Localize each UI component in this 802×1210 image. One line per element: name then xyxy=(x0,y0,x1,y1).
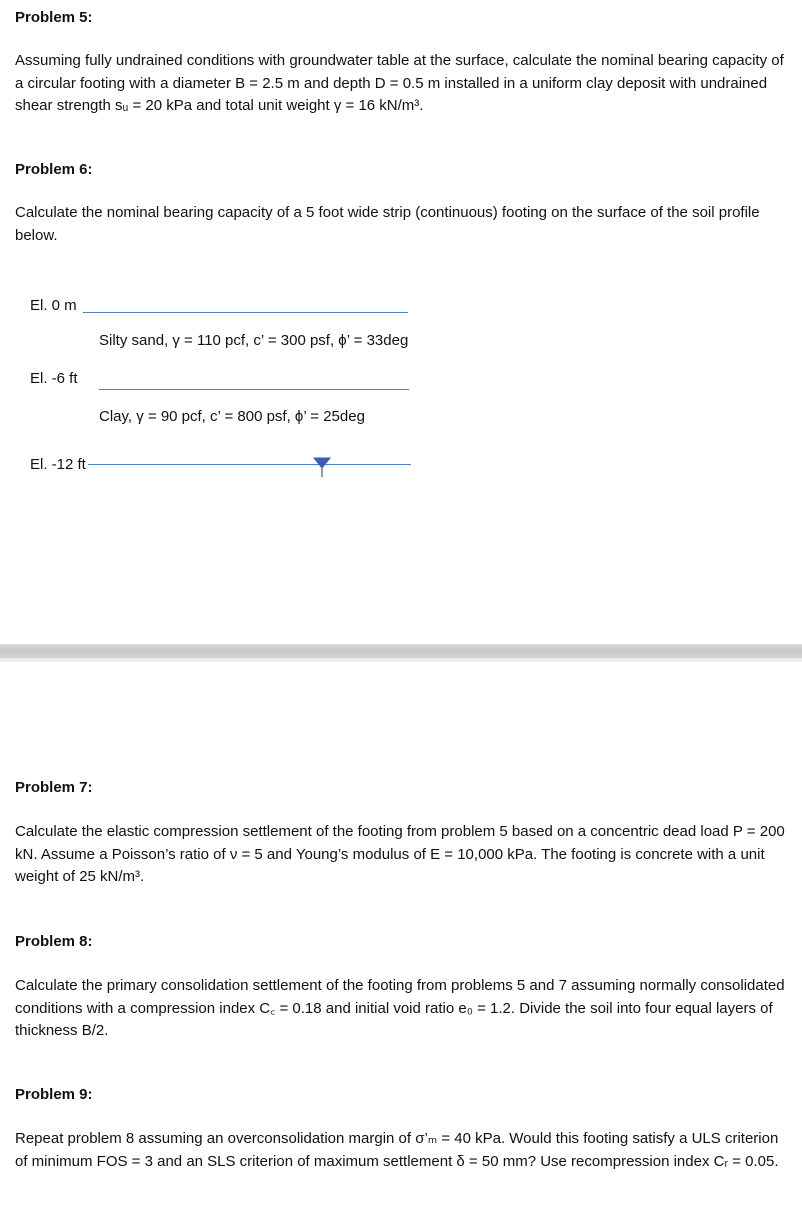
problem-6-heading: Problem 6: xyxy=(15,161,93,178)
problem-5-text: Assuming fully undrained conditions with groundwater table at the surface, calculate the nominal bearing capacity of a circular footing with a diameter B = 2.5 m and depth D = 0.5 m installed in a uniform clay deposit with undrained shear strength sᵤ = 20 kPa and total unit weight γ = 16 kN/m³. xyxy=(15,52,784,114)
elevation-label-minus-6ft: El. -6 ft xyxy=(30,370,78,387)
page-break xyxy=(0,644,802,662)
problem-7-heading: Problem 7: xyxy=(15,779,93,796)
problem-8-text: Calculate the primary consolidation settlement of the footing from problems 5 and 7 assuming normally consolidated conditions with a compression index C꜀ = 0.18 and initial void ratio e₀ = 1.2. Divide the soil into four equal layers of thickness B/2. xyxy=(15,977,785,1039)
problem-6-text: Calculate the nominal bearing capacity of a 5 foot wide strip (continuous) footing on the surface of the soil profile below. xyxy=(15,204,760,244)
problem-7-text: Calculate the elastic compression settlement of the footing from problem 5 based on a concentric dead load P = 200 kN. Assume a Poisson’s ratio of ν = 5 and Young’s modulus of E = 10,000 kPa. The footing is concrete with a unit weight of 25 kN/m³. xyxy=(15,823,785,885)
layer-boundary-line xyxy=(99,389,409,390)
problem-8-heading: Problem 8: xyxy=(15,933,93,950)
ground-surface-line xyxy=(83,312,408,313)
elevation-label-0m: El. 0 m xyxy=(30,297,77,314)
silty-sand-layer-label: Silty sand, γ = 110 pcf, c’ = 300 psf, ϕ’ = 33deg xyxy=(99,332,409,349)
problem-5-heading: Problem 5: xyxy=(15,9,93,26)
water-table-line xyxy=(88,464,411,465)
water-table-triangle-icon xyxy=(313,457,331,479)
problem-9-text: Repeat problem 8 assuming an overconsolidation margin of σ’ₘ = 40 kPa. Would this footing satisfy a ULS criterion of minimum FOS = 3 and an SLS criterion of maximum settlement δ = 50 mm? Use recompression index Cᵣ = 0.05. xyxy=(15,1130,779,1170)
elevation-label-minus-12ft: El. -12 ft xyxy=(30,456,86,473)
clay-layer-label: Clay, γ = 90 pcf, c’ = 800 psf, ϕ’ = 25deg xyxy=(99,408,365,425)
problem-9-heading: Problem 9: xyxy=(15,1086,93,1103)
